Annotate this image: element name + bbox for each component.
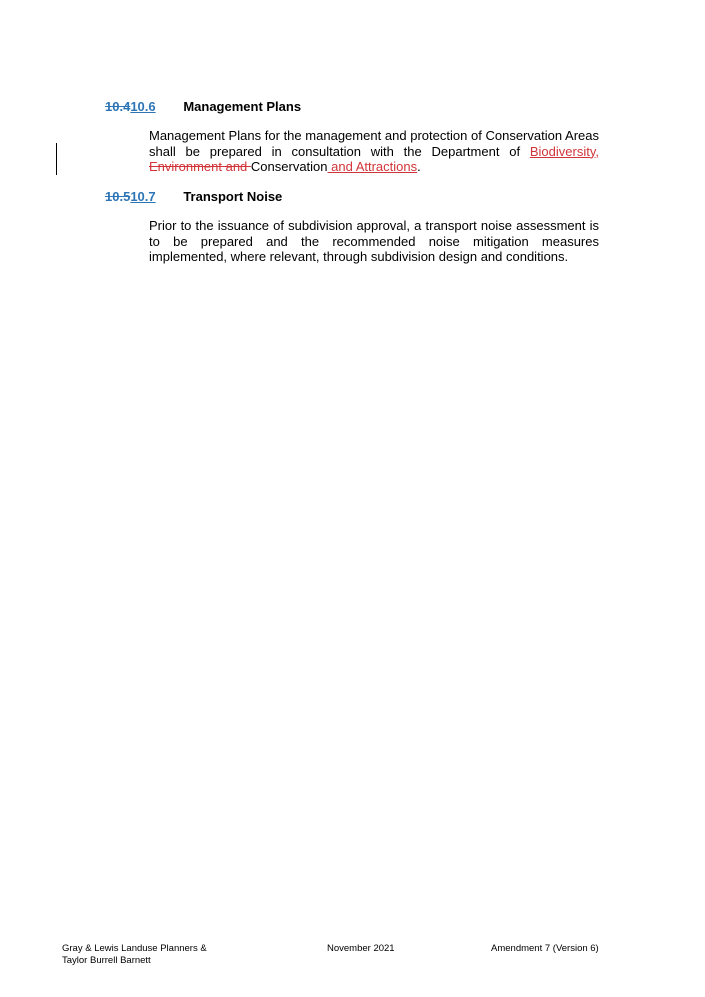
section-title: Management Plans bbox=[183, 99, 302, 114]
body-text: Management Plans for the management and protection of Conservation Areas shall be prepared in consultation with the Department of bbox=[149, 128, 599, 159]
inserted-text: and Attractions bbox=[327, 159, 418, 174]
body-text: Prior to the issuance of subdivision approval, a transport noise assessment is to be prepared and the recommended noise mitigation measures implemented, where relevant, through subdivision design and conditions. bbox=[149, 218, 599, 264]
section-heading-transport-noise bbox=[105, 189, 282, 205]
footer-amendment: Amendment 7 (Version 6) bbox=[491, 943, 599, 954]
inserted-text: Biodiversity, bbox=[529, 143, 599, 159]
body-text: Conservation bbox=[250, 159, 328, 174]
footer-author-line: Taylor Burrell Barnett bbox=[62, 955, 151, 966]
change-bar bbox=[56, 143, 57, 175]
footer-date: November 2021 bbox=[327, 943, 395, 954]
deleted-text: Environment and bbox=[149, 159, 251, 174]
footer-authors bbox=[62, 943, 207, 967]
section-heading-management-plans bbox=[105, 99, 301, 115]
footer-author-line: Gray & Lewis Landuse Planners & bbox=[62, 943, 207, 954]
deleted-section-number: 10.5 bbox=[105, 189, 131, 204]
inserted-section-number: 10.6 bbox=[130, 99, 156, 114]
section-title: Transport Noise bbox=[183, 189, 283, 204]
section-body-transport-noise bbox=[149, 218, 599, 265]
deleted-section-number: 10.4 bbox=[105, 99, 131, 114]
section-body-management-plans bbox=[149, 128, 599, 175]
inserted-section-number: 10.7 bbox=[130, 189, 156, 204]
body-text: . bbox=[417, 159, 421, 174]
